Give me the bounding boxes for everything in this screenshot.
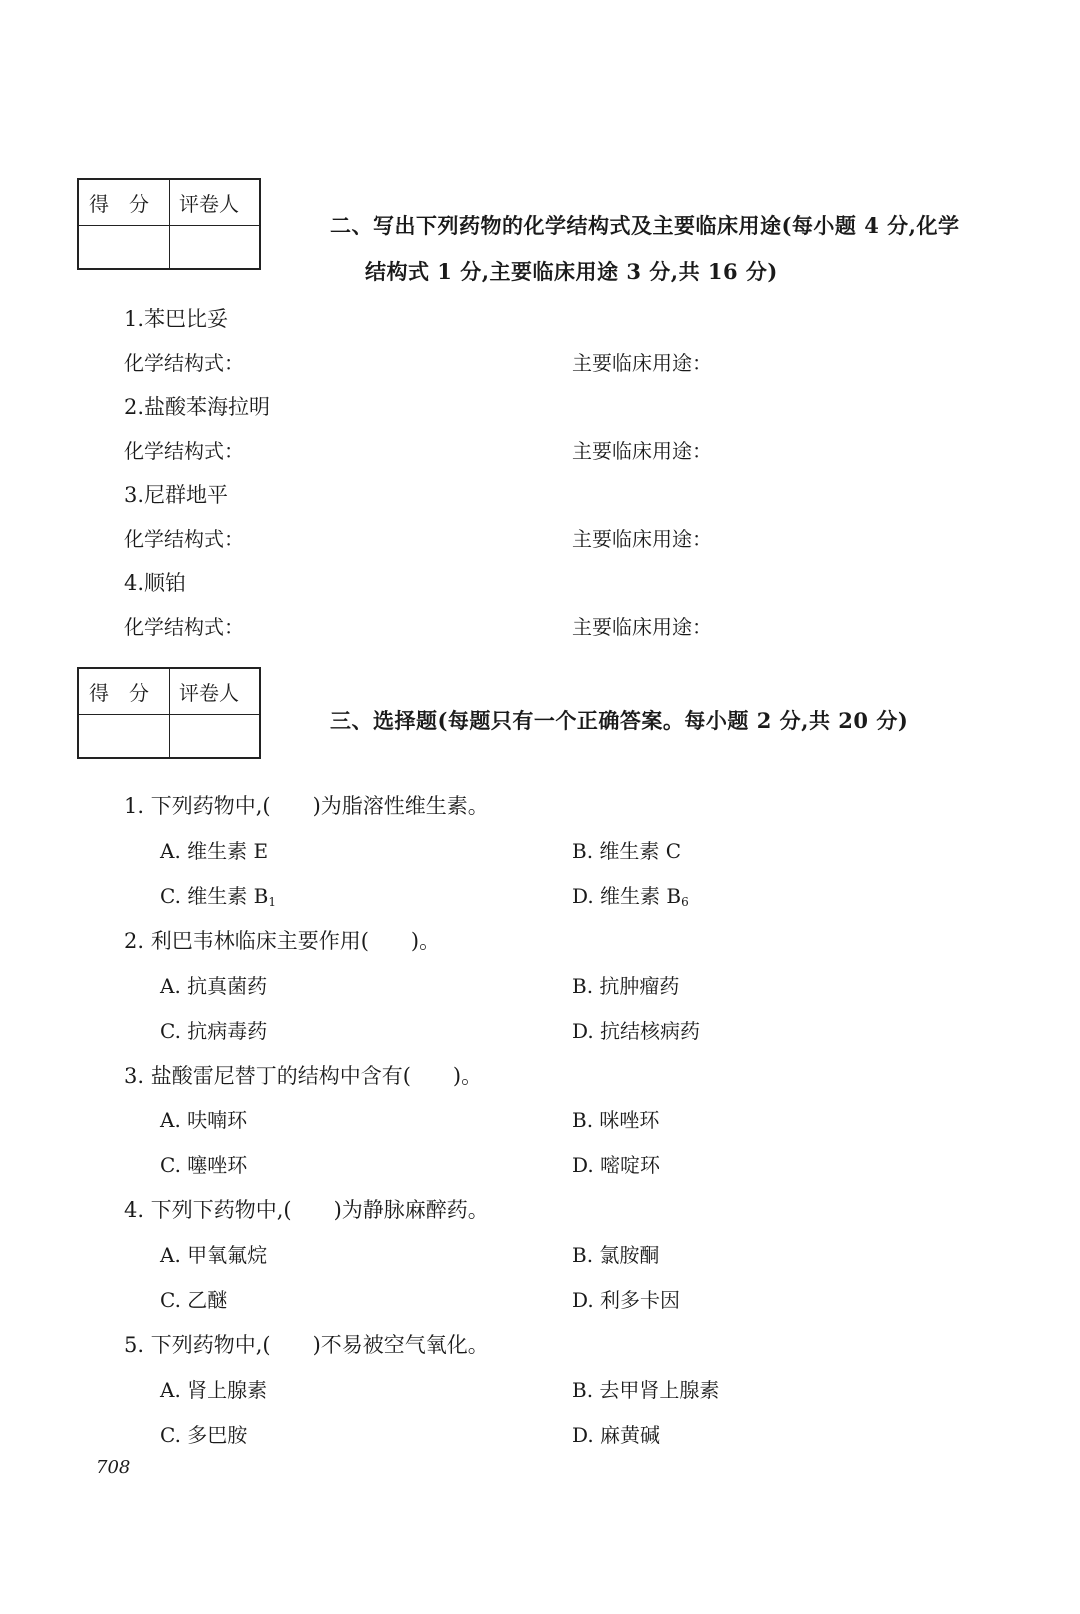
question-1-option-b[interactable]: B. 维生素 C: [572, 839, 682, 863]
section2-title-line2: 结构式 1 分,主要临床用途 3 分,共 16 分): [365, 259, 778, 284]
section2-title-line1: 二、写出下列药物的化学结构式及主要临床用途(每小题 4 分,化学: [330, 213, 960, 238]
question-5-option-c[interactable]: C. 多巴胺: [160, 1423, 248, 1447]
option-text: D. 维生素 B: [572, 884, 682, 908]
question-1-stem: 1. 下列药物中,( )为脂溶性维生素。: [124, 794, 489, 818]
question-4-option-a[interactable]: A. 甲氧氟烷: [160, 1243, 268, 1267]
structure-label: 化学结构式：: [124, 439, 244, 463]
question-3-option-a[interactable]: A. 呋喃环: [160, 1108, 248, 1132]
drug-item-3: 3.尼群地平: [124, 483, 229, 507]
page-number: 708: [96, 1457, 131, 1478]
question-4-stem: 4. 下列下药物中,( )为静脉麻醉药。: [124, 1198, 489, 1222]
score-label: 得 分: [89, 681, 149, 705]
question-4-option-c[interactable]: C. 乙醚: [160, 1288, 228, 1312]
question-5-stem: 5. 下列药物中,( )不易被空气氧化。: [124, 1333, 489, 1357]
usage-label: 主要临床用途：: [572, 615, 712, 639]
usage-label: 主要临床用途：: [572, 351, 712, 375]
question-1-option-c[interactable]: [160, 880, 276, 909]
score-box-divider: [169, 180, 170, 268]
structure-label: 化学结构式：: [124, 527, 244, 551]
grader-input-cell[interactable]: [171, 716, 261, 759]
subscript: 1: [268, 895, 276, 909]
drug-item-1: 1.苯巴比妥: [124, 307, 229, 331]
grader-input-cell[interactable]: [171, 227, 261, 270]
score-box-divider: [79, 225, 259, 226]
score-box-divider: [169, 669, 170, 757]
grader-label: 评卷人: [179, 192, 239, 216]
question-2-option-d[interactable]: D. 抗结核病药: [572, 1019, 701, 1043]
drug-item-4: 4.顺铂: [124, 571, 187, 595]
question-3-option-c[interactable]: C. 噻唑环: [160, 1153, 248, 1177]
score-box-section2: [77, 178, 261, 270]
question-5-option-d[interactable]: D. 麻黄碱: [572, 1423, 661, 1447]
grader-label: 评卷人: [179, 681, 239, 705]
question-2-option-a[interactable]: A. 抗真菌药: [160, 974, 268, 998]
question-4-option-d[interactable]: D. 利多卡因: [572, 1288, 681, 1312]
question-1-option-a[interactable]: A. 维生素 E: [160, 839, 269, 863]
score-input-cell[interactable]: [79, 716, 169, 759]
question-5-option-a[interactable]: A. 肾上腺素: [160, 1378, 268, 1402]
question-3-stem: 3. 盐酸雷尼替丁的结构中含有( )。: [124, 1064, 483, 1088]
score-box-divider: [79, 714, 259, 715]
subscript: 6: [681, 895, 689, 909]
score-input-cell[interactable]: [79, 227, 169, 270]
drug-item-2: 2.盐酸苯海拉明: [124, 395, 271, 419]
section3-title: 三、选择题(每题只有一个正确答案。每小题 2 分,共 20 分): [330, 708, 909, 733]
question-3-option-b[interactable]: B. 咪唑环: [572, 1108, 660, 1132]
question-2-option-c[interactable]: C. 抗病毒药: [160, 1019, 268, 1043]
question-4-option-b[interactable]: B. 氯胺酮: [572, 1243, 660, 1267]
structure-label: 化学结构式：: [124, 351, 244, 375]
question-5-option-b[interactable]: B. 去甲肾上腺素: [572, 1378, 720, 1402]
question-2-option-b[interactable]: B. 抗肿瘤药: [572, 974, 680, 998]
usage-label: 主要临床用途：: [572, 439, 712, 463]
question-1-option-d[interactable]: [572, 880, 689, 909]
usage-label: 主要临床用途：: [572, 527, 712, 551]
score-label: 得 分: [89, 192, 149, 216]
structure-label: 化学结构式：: [124, 615, 244, 639]
question-3-option-d[interactable]: D. 嘧啶环: [572, 1153, 661, 1177]
score-box-section3: [77, 667, 261, 759]
option-text: C. 维生素 B: [160, 884, 269, 908]
question-2-stem: 2. 利巴韦林临床主要作用( )。: [124, 929, 441, 953]
